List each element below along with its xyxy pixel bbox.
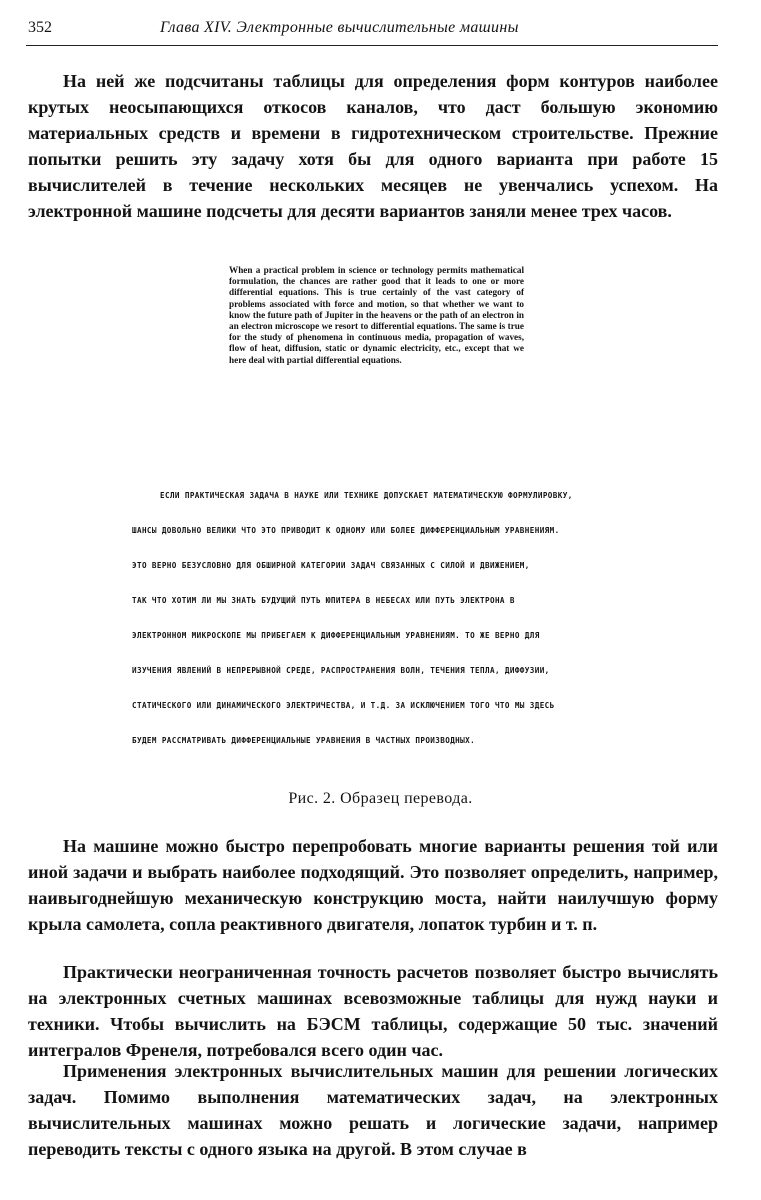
figure-russian-translation	[132, 490, 622, 770]
figure-english-text: When a practical problem in science or technology permits mathematical formulation, the chances are rather good that it leads to one or more differential equations. This is true certainly of the vast category of problems associated with force and motion, so that whether we want to know the future path of Jupiter in the heavens or the path of an electron in an electron microscope we resort to differential equations. The same is true for the study of phenomena in continuous media, propagation of waves, flow of heat, diffusion, static or dynamic electricity, etc., except that we here deal with partial differential equations.	[229, 265, 524, 365]
translation-line: БУДЕМ РАССМАТРИВАТЬ ДИФФЕРЕНЦИАЛЬНЫЕ УРАВНЕНИЯ В ЧАСТНЫХ ПРОИЗВОДНЫХ.	[132, 736, 476, 745]
translation-line: ИЗУЧЕНИЯ ЯВЛЕНИЙ В НЕПРЕРЫВНОЙ СРЕДЕ, РАСПРОСТРАНЕНИЯ ВОЛН, ТЕЧЕНИЯ ТЕПЛА, ДИФФУЗИИ,	[132, 666, 550, 675]
paragraph-4: Применения электронных вычислительных машин для решении логических задач. Помимо выполнения математических задач, на электронных вычислительных машинах можно решать и логические задачи, например переводить тексты с одного языка на другой. В этом случае в	[28, 1061, 718, 1159]
translation-line: ЕСЛИ ПРАКТИЧЕСКАЯ ЗАДАЧА В НАУКЕ ИЛИ ТЕХНИКЕ ДОПУСКАЕТ МАТЕМАТИЧЕСКУЮ ФОРМУЛИРОВКУ,	[160, 491, 573, 500]
translation-line: ЭЛЕКТРОННОМ МИКРОСКОПЕ МЫ ПРИБЕГАЕМ К ДИФФЕРЕНЦИАЛЬНЫМ УРАВНЕНИЯМ. ТО ЖЕ ВЕРНО ДЛЯ	[132, 631, 540, 640]
translation-line: ТАК ЧТО ХОТИМ ЛИ МЫ ЗНАТЬ БУДУЩИЙ ПУТЬ ЮПИТЕРА В НЕБЕСАХ ИЛИ ПУТЬ ЭЛЕКТРОНА В	[132, 596, 515, 605]
paragraph-1: На ней же подсчитаны таблицы для определения форм контуров наиболее крутых неосыпающихся откосов каналов, что даст большую экономию материальных средств и времени в гидротехническом строительстве. Прежние попытки решить эту задачу хотя бы для одного варианта при работе 15 вычислителей в течение нескольких месяцев не увенчались успехом. На электронной машине подсчеты для десяти вариантов заняли менее трех часов.	[28, 71, 718, 221]
figure-caption: Рис. 2. Образец перевода.	[288, 790, 473, 807]
paragraph-3: Практически неограниченная точность расчетов позволяет быстро вычислять на электронных счетных машинах всевозможные таблицы для нужд науки и техники. Чтобы вычислить на БЭСМ таблицы, содержащие 50 тыс. значений интегралов Френеля, потребовался всего один час.	[28, 962, 718, 1060]
header-rule	[26, 45, 718, 46]
running-head: Глава XIV. Электронные вычислительные машины	[160, 19, 519, 36]
page-number: 352	[28, 19, 52, 36]
translation-line: ЭТО ВЕРНО БЕЗУСЛОВНО ДЛЯ ОБШИРНОЙ КАТЕГОРИИ ЗАДАЧ СВЯЗАННЫХ С СИЛОЙ И ДВИЖЕНИЕМ,	[132, 561, 530, 570]
paragraph-2: На машине можно быстро перепробовать многие варианты решения той или иной задачи и выбрать наиболее подходящий. Это позволяет определить, например, наивыгоднейшую механическую конструкцию моста, найти наилучшую форму крыла самолета, сопла реактивного двигателя, лопаток турбин и т. п.	[28, 836, 718, 934]
translation-line: ШАНСЫ ДОВОЛЬНО ВЕЛИКИ ЧТО ЭТО ПРИВОДИТ К ОДНОМУ ИЛИ БОЛЕЕ ДИФФЕРЕНЦИАЛЬНЫМ УРАВНЕНИЯМ.	[132, 526, 560, 535]
translation-line: СТАТИЧЕСКОГО ИЛИ ДИНАМИЧЕСКОГО ЭЛЕКТРИЧЕСТВА, И Т.Д. ЗА ИСКЛЮЧЕНИЕМ ТОГО ЧТО МЫ ЗДЕСЬ	[132, 701, 555, 710]
